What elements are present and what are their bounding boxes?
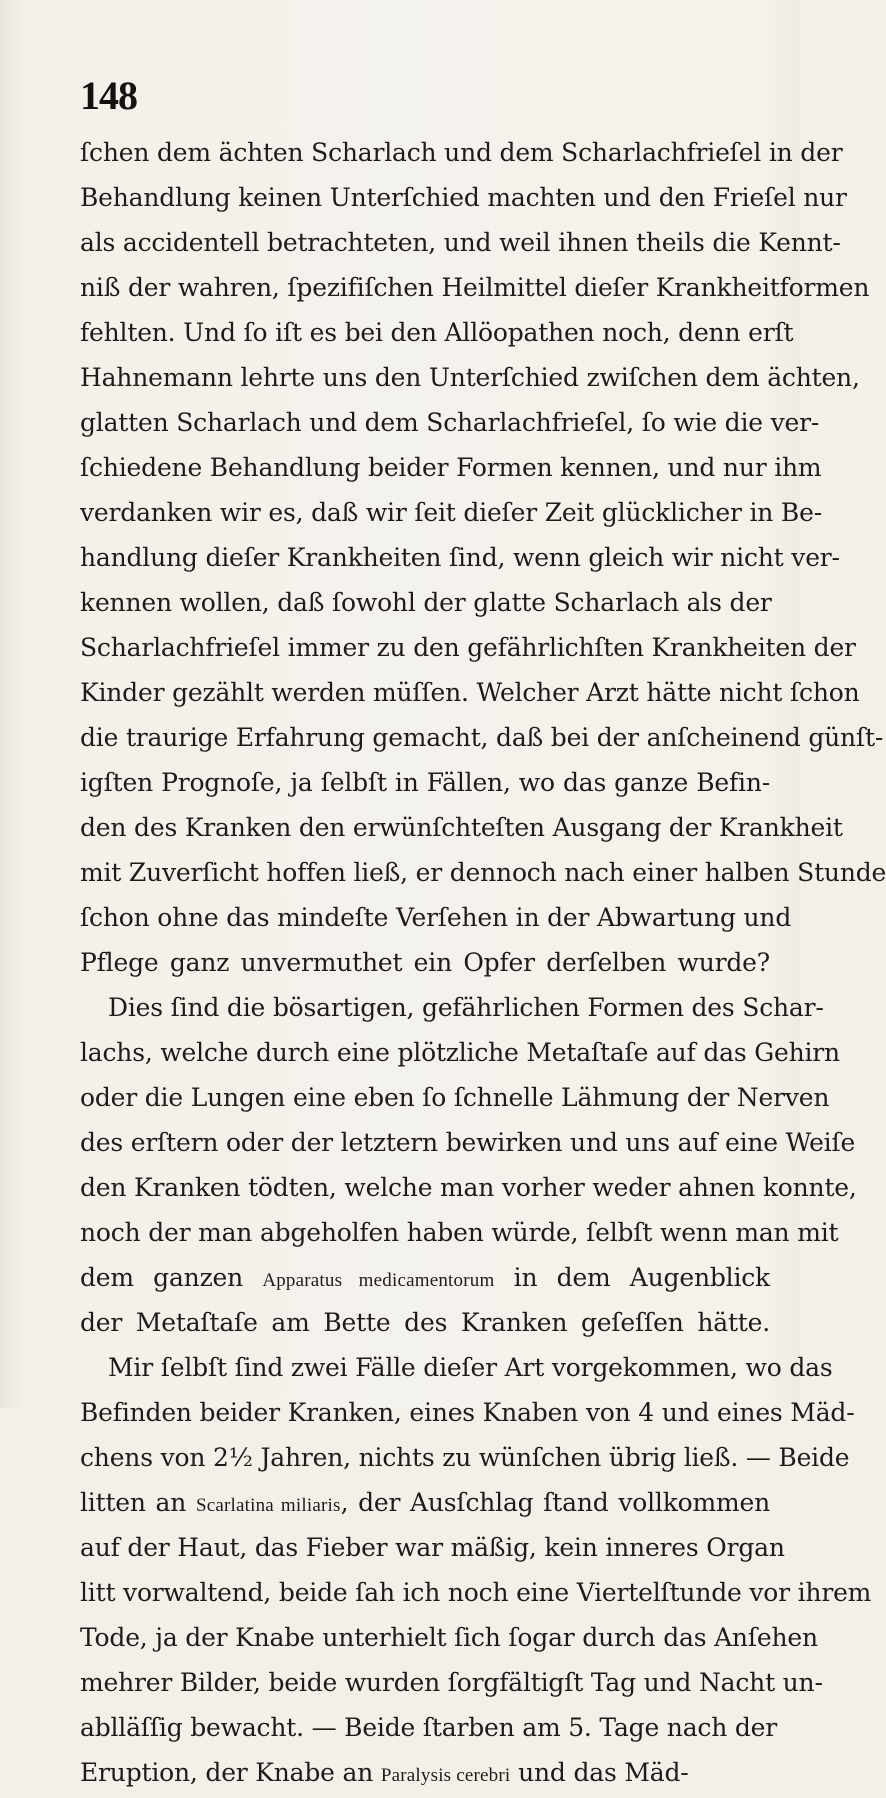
text-segment: dem ganzen — [80, 1263, 263, 1292]
text-segment: und das Mäd- — [510, 1758, 689, 1787]
page-number: 148 — [80, 73, 137, 118]
text-line: des erſtern oder der letztern bewirken und uns auf eine Weiſe — [80, 1128, 856, 1157]
text-line: chens von 2½ Jahren, nichts zu wünſchen übrig ließ. — Beide — [80, 1443, 850, 1472]
text-line: als accidentell betrachteten, und weil ihnen theils die Kennt- — [80, 228, 841, 257]
text-line: verdanken wir es, daß wir ſeit dieſer Zeit glücklicher in Be- — [80, 498, 822, 527]
text-line: Mir ſelbſt ſind zwei Fälle dieſer Art vorgekommen, wo das — [108, 1353, 833, 1382]
text-line — [80, 1750, 770, 1795]
text-line: Hahnemann lehrte uns den Unterſchied zwiſchen dem ächten, — [80, 363, 860, 392]
text-line: die traurige Erfahrung gemacht, daß bei der anſcheinend günſt- — [80, 723, 884, 752]
text-line: litt vorwaltend, beide ſah ich noch eine Viertelſtunde vor ihrem — [80, 1578, 872, 1607]
body-text — [80, 130, 886, 1795]
text-line: Kinder gezählt werden müſſen. Welcher Arzt hätte nicht ſchon — [80, 678, 860, 707]
text-segment: Eruption, der Knabe an — [80, 1758, 381, 1787]
text-line: Scharlachfrieſel immer zu den gefährlichſten Krankheiten der — [80, 633, 856, 662]
text-line: Dies ſind die bösartigen, gefährlichen Formen des Schar- — [108, 993, 824, 1022]
text-line — [80, 1255, 770, 1300]
text-segment: in dem Augenblick — [494, 1263, 771, 1292]
text-line — [80, 1480, 770, 1525]
text-line: Behandlung keinen Unterſchied machten und den Frieſel nur — [80, 183, 847, 212]
text-line: ſchiedene Behandlung beider Formen kennen, und nur ihm — [80, 453, 822, 482]
text-line: ſchon ohne das mindeſte Verſehen in der Abwartung und — [80, 903, 792, 932]
text-line: handlung dieſer Krankheiten ſind, wenn gleich wir nicht ver- — [80, 543, 840, 572]
text-line: mit Zuverſicht hoffen ließ, er dennoch nach einer halben Stunde — [80, 858, 886, 887]
latin-term: Apparatus medicamentorum — [262, 1270, 495, 1291]
text-line: lachs, welche durch eine plötzliche Metaſtaſe auf das Gehirn — [80, 1038, 840, 1067]
text-line: der Metaſtaſe am Bette des Kranken geſeſſen hätte. — [80, 1308, 770, 1337]
text-line: niß der wahren, ſpezifiſchen Heilmittel dieſer Krankheitformen — [80, 273, 870, 302]
text-line: igſten Prognoſe, ja ſelbſt in Fällen, wo das ganze Befin- — [80, 768, 770, 797]
text-segment: litten an — [80, 1488, 196, 1517]
text-line: kennen wollen, daß ſowohl der glatte Scharlach als der — [80, 588, 772, 617]
text-line: fehlten. Und ſo iſt es bei den Allöopathen noch, denn erſt — [80, 318, 794, 347]
text-line: glatten Scharlach und dem Scharlachfrieſel, ſo wie die ver- — [80, 408, 820, 437]
latin-term: Scarlatina miliaris — [195, 1495, 341, 1516]
text-line: Pflege ganz unvermuthet ein Opfer derſelben wurde? — [80, 948, 770, 977]
text-line: den Kranken tödten, welche man vorher weder ahnen konnte, — [80, 1173, 857, 1202]
text-line: oder die Lungen eine eben ſo ſchnelle Lähmung der Nerven — [80, 1083, 830, 1112]
text-line: auf der Haut, das Fieber war mäßig, kein inneres Organ — [80, 1533, 785, 1562]
text-segment: , der Ausſchlag ſtand vollkommen — [340, 1488, 771, 1517]
text-line: mehrer Bilder, beide wurden ſorgfältigſt Tag und Nacht un- — [80, 1668, 823, 1697]
text-line: ablläſſig bewacht. — Beide ſtarben am 5. Tage nach der — [80, 1713, 778, 1742]
text-line: den des Kranken den erwünſchteſten Ausgang der Krankheit — [80, 813, 843, 842]
text-line: Befinden beider Kranken, eines Knaben von 4 und eines Mäd- — [80, 1398, 855, 1427]
text-line: ſchen dem ächten Scharlach und dem Scharlachfrieſel in der — [80, 138, 843, 167]
latin-term: Paralysis cerebri — [380, 1765, 511, 1786]
text-line: Tode, ja der Knabe unterhielt ſich ſogar durch das Anſehen — [80, 1623, 818, 1652]
text-line: noch der man abgeholfen haben würde, ſelbſt wenn man mit — [80, 1218, 839, 1247]
